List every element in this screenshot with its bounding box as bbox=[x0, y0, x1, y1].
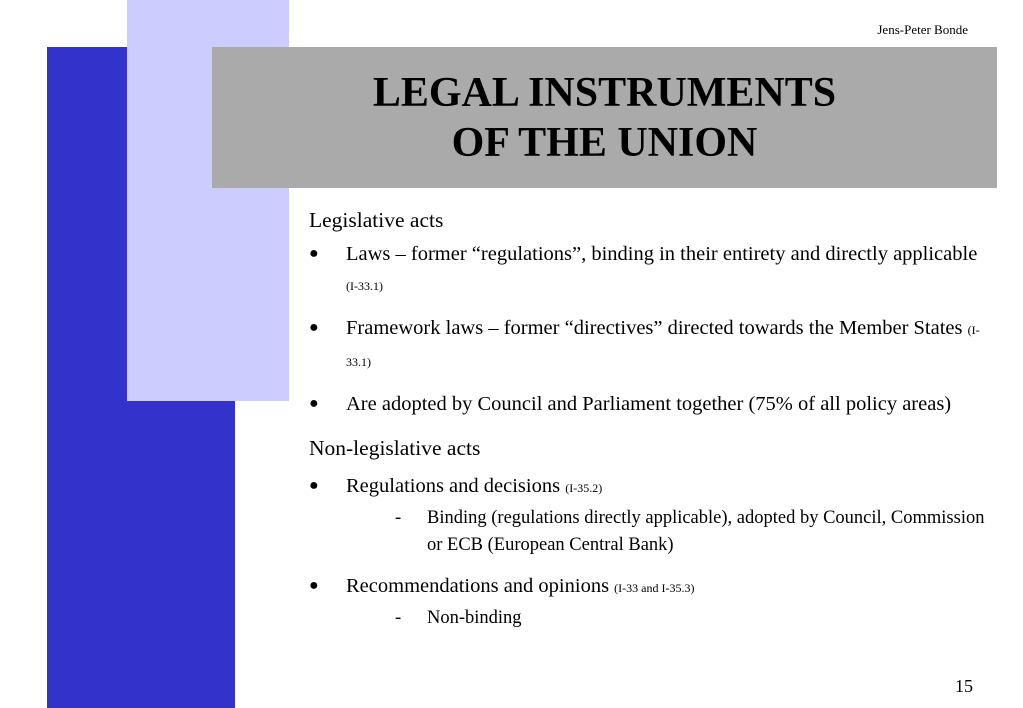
bullet-text: Recommendations and opinions bbox=[346, 575, 615, 597]
bullet-item bbox=[309, 313, 989, 377]
bullet-text: Framework laws – former “directives” directed towards the Member States bbox=[346, 317, 968, 339]
author-name: Jens-Peter Bonde bbox=[877, 22, 968, 37]
bullet-text: Regulations and decisions bbox=[346, 475, 566, 497]
bullet-dot-icon: ● bbox=[309, 577, 319, 594]
sub-bullet-text: Binding (regulations directly applicable), adopted by Council, Commission or ECB (European Central Bank) bbox=[427, 508, 985, 555]
sub-bullet-item bbox=[346, 505, 989, 559]
article-reference: (I-33 and I-35.3) bbox=[614, 581, 695, 595]
section-heading-non-legislative: Non-legislative acts bbox=[309, 436, 481, 460]
dash-bullet-icon: - bbox=[395, 508, 402, 528]
bullet-text: Laws – former “regulations”, binding in their entirety and directly applicable bbox=[346, 243, 978, 265]
slide-title-line-2: OF THE UNION bbox=[451, 120, 758, 166]
article-reference: (I-33.1) bbox=[346, 279, 383, 293]
slide-content bbox=[309, 205, 989, 644]
title-box bbox=[212, 47, 997, 188]
page-number: 15 bbox=[955, 676, 973, 696]
sub-bullet-item bbox=[346, 605, 989, 632]
bullet-item bbox=[309, 471, 989, 559]
bullet-item bbox=[309, 389, 989, 419]
article-reference: (I-33.1) bbox=[346, 323, 980, 369]
bullet-dot-icon: ● bbox=[309, 319, 319, 336]
bullet-dot-icon: ● bbox=[309, 477, 319, 494]
dash-bullet-icon: - bbox=[395, 608, 402, 628]
slide-title-line-1: LEGAL INSTRUMENTS bbox=[372, 70, 837, 116]
bullet-dot-icon: ● bbox=[309, 245, 319, 262]
sub-bullet-text: Non-binding bbox=[427, 608, 522, 628]
bullet-item bbox=[309, 239, 989, 301]
bullet-text: Are adopted by Council and Parliament together (75% of all policy areas) bbox=[346, 393, 952, 415]
bullet-dot-icon: ● bbox=[309, 395, 319, 412]
section-heading-legislative: Legislative acts bbox=[309, 208, 444, 232]
bullet-item bbox=[309, 571, 989, 632]
article-reference: (I-35.2) bbox=[565, 481, 603, 495]
